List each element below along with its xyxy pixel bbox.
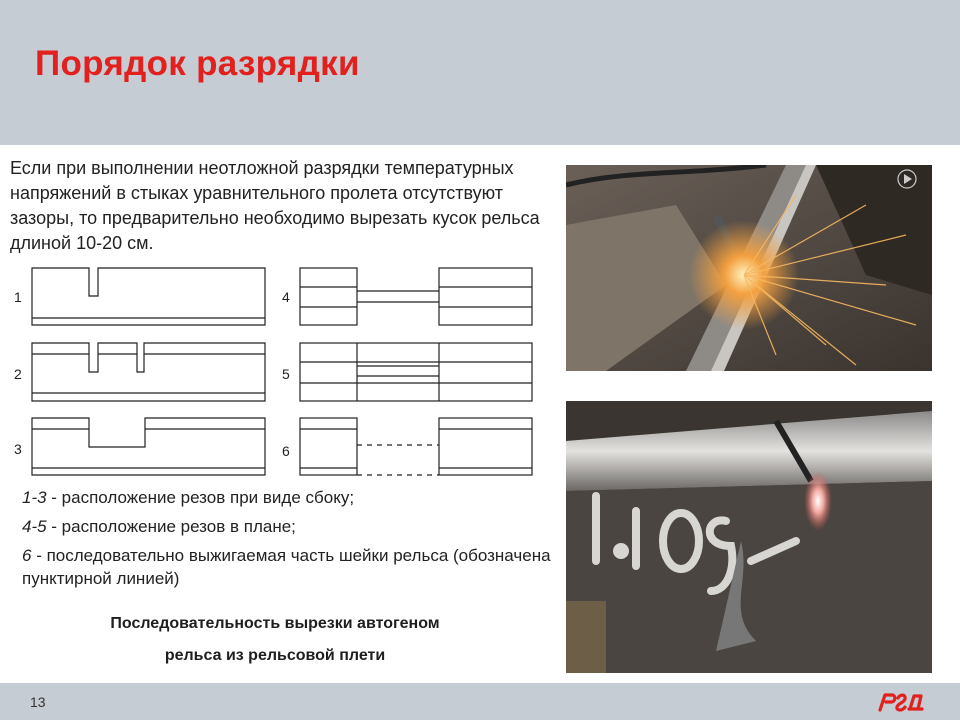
diagram-2 xyxy=(32,343,265,401)
diagram-label-3: 3 xyxy=(14,441,22,457)
caption: Последовательность вырезки автогеном рельса из рельсовой плети xyxy=(110,615,440,664)
footer-band xyxy=(0,683,960,720)
diagram-label-1: 1 xyxy=(14,289,22,305)
intro-text: Если при выполнении неотложной разрядки температурных напряжений в стыках уравнительного пролета отсутствуют зазоры, то предварительно необходимо вырезать кусок рельса длиной 10-20 см. xyxy=(10,158,540,253)
rzd-logo-icon xyxy=(876,691,928,713)
rail-marking-photo xyxy=(566,401,932,673)
legend-item: 6 - последовательно выжигаемая часть шейки рельса (обозначена пунктирной линией) xyxy=(22,546,551,588)
diagram-3 xyxy=(32,418,265,475)
slide-title: Порядок разрядки xyxy=(35,44,360,83)
diagram-legend xyxy=(22,486,552,596)
diagram-label-4: 4 xyxy=(282,289,290,305)
diagram-label-5: 5 xyxy=(282,366,290,382)
cut-diagram xyxy=(10,262,540,484)
page-number: 13 xyxy=(30,694,46,710)
legend-item: 1-3 - расположение резов при виде сбоку; xyxy=(22,488,355,507)
diagram-4 xyxy=(300,268,532,325)
diagram-label-2: 2 xyxy=(14,366,22,382)
header-divider xyxy=(0,145,960,149)
legend-item: 4-5 - расположение резов в плане; xyxy=(22,517,296,536)
diagram-5 xyxy=(300,343,532,401)
diagram-label-6: 6 xyxy=(282,443,290,459)
torch-cutting-photo xyxy=(566,165,932,371)
diagram-6 xyxy=(300,418,532,475)
diagram-1 xyxy=(32,268,265,325)
